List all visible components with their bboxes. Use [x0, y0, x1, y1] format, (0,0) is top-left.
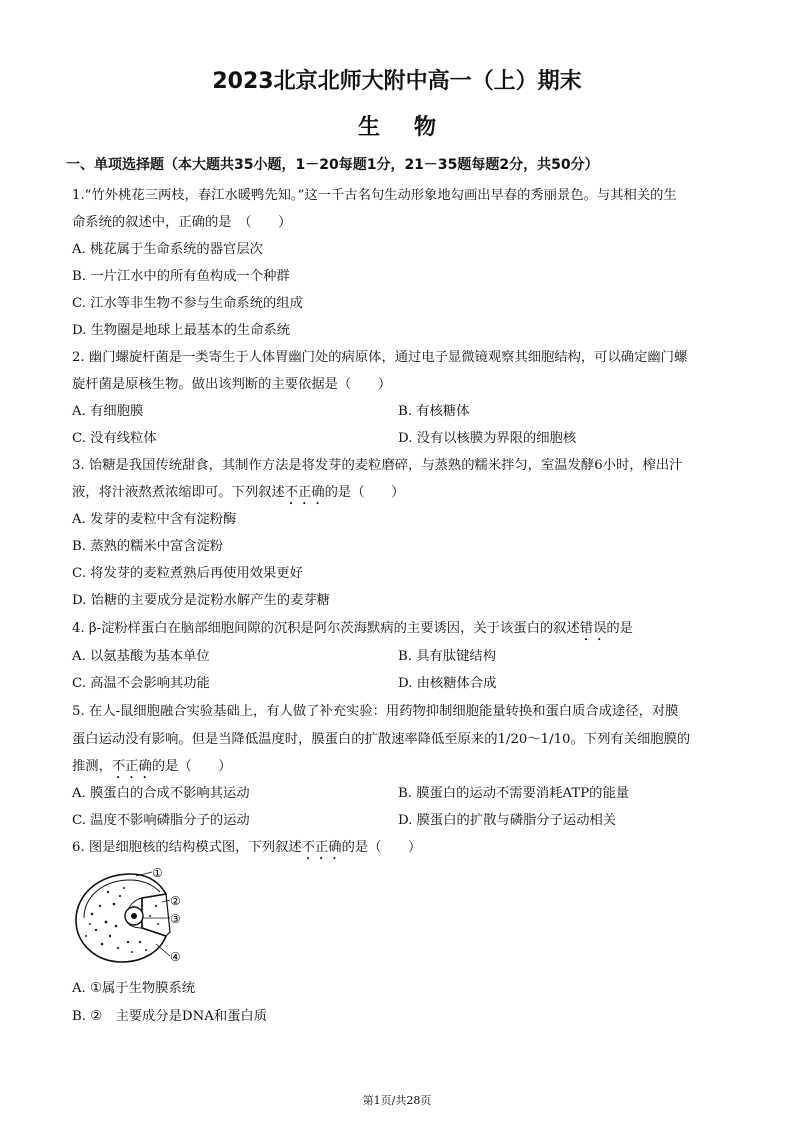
q6-option-b: B. ② 主要成分是DNA和蛋白质: [72, 1009, 268, 1024]
emphasis-text: 不正确: [301, 840, 342, 855]
q3-option-b: B. 蒸熟的糯米中富含淀粉: [72, 539, 224, 554]
label-1: ①: [152, 866, 163, 880]
q2-stem-line1: 2. 幽门螺旋杆菌是一类寄生于人体胃幽门处的病原体，通过电子显微镜观察其细胞结构，可以确定幽门螺: [72, 350, 688, 365]
q5-option-a: A. 膜蛋白的合成不影响其运动: [72, 786, 250, 801]
q4-option-d: D. 由核糖体合成: [398, 676, 497, 691]
emphasis-text: 错误: [579, 621, 607, 636]
q3-stem-line2: 液，将汁液熬煮浓缩即可。下列叙述不正确的是（ ）: [72, 485, 405, 500]
q1-stem-line1: 1.“竹外桃花三两枝，春江水暖鸭先知。”这一千古名句生动形象地勾画出早春的秀丽景色。与其相关的生: [72, 188, 677, 203]
q1-stem-line2: 命系统的叙述中，正确的是 （ ）: [72, 215, 292, 230]
page-footer: 第1页/共28页: [362, 1094, 432, 1107]
q1-option-a: A. 桃花属于生命系统的器官层次: [72, 242, 263, 257]
label-2: ②: [170, 894, 181, 908]
q4-option-b: B. 具有肽键结构: [398, 649, 497, 664]
q2-stem-line2: 旋杆菌是原核生物。做出该判断的主要依据是（ ）: [72, 377, 392, 392]
cell-nucleus-diagram: [70, 866, 200, 966]
section-heading: 一、单项选择题（本大题共35小题，1－20每题1分，21－35题每题2分，共50分）: [66, 157, 599, 173]
label-4: ④: [170, 950, 181, 964]
q5-option-c: C. 温度不影响磷脂分子的运动: [72, 813, 250, 828]
q3-option-a: A. 发芽的麦粒中含有淀粉酶: [72, 512, 237, 527]
q6-option-a: A. ①属于生物膜系统: [72, 981, 196, 996]
q3-stem-line1: 3. 饴糖是我国传统甜食，其制作方法是将发芽的麦粒磨碎，与蒸熟的糯米拌匀，室温发酵6小时，榨出汁: [72, 458, 683, 473]
q1-option-b: B. 一片江水中的所有鱼构成一个种群: [72, 269, 290, 284]
q5-option-b: B. 膜蛋白的运动不需要消耗ATP的能量: [398, 786, 630, 801]
subject-title: 生物: [357, 115, 470, 140]
q2-option-d: D. 没有以核膜为界限的细胞核: [398, 431, 577, 446]
q3-option-c: C. 将发芽的麦粒煮熟后再使用效果更好: [72, 566, 303, 581]
emphasis-text: 不正确: [111, 759, 152, 774]
q4-option-a: A. 以氨基酸为基本单位: [72, 649, 210, 664]
q4-option-c: C. 高温不会影响其功能: [72, 676, 210, 691]
q1-option-d: D. 生物圈是地球上最基本的生命系统: [72, 323, 291, 338]
q5-option-d: D. 膜蛋白的扩散与磷脂分子运动相关: [398, 813, 617, 828]
q5-stem-line2: 蛋白运动没有影响。但是当降低温度时，膜蛋白的扩散速率降低至原来的1/20～1/10。下列有关细胞膜的: [72, 732, 691, 747]
q3-option-d: D. 饴糖的主要成分是淀粉水解产生的麦芽糖: [72, 593, 330, 608]
q2-option-c: C. 没有线粒体: [72, 431, 157, 446]
q5-stem-line3: 推测，不正确的是（ ）: [72, 759, 232, 774]
q2-option-a: A. 有细胞膜: [72, 404, 144, 419]
q1-option-c: C. 江水等非生物不参与生命系统的组成: [72, 296, 303, 311]
page-title: 2023北京北师大附中高一（上）期末: [212, 69, 582, 94]
emphasis-text: 不正确: [284, 485, 325, 500]
q6-stem: 6. 图是细胞核的结构模式图，下列叙述不正确的是（ ）: [72, 840, 422, 855]
label-3: ③: [170, 912, 181, 926]
q5-stem-line1: 5. 在人-鼠细胞融合实验基础上，有人做了补充实验：用药物抑制细胞能量转换和蛋白质合成途径，对膜: [72, 704, 679, 719]
q4-stem: 4. β-淀粉样蛋白在脑部细胞间隙的沉积是阿尔茨海默病的主要诱因，关于该蛋白的叙述错误的是: [72, 621, 633, 636]
q2-option-b: B. 有核糖体: [398, 404, 470, 419]
